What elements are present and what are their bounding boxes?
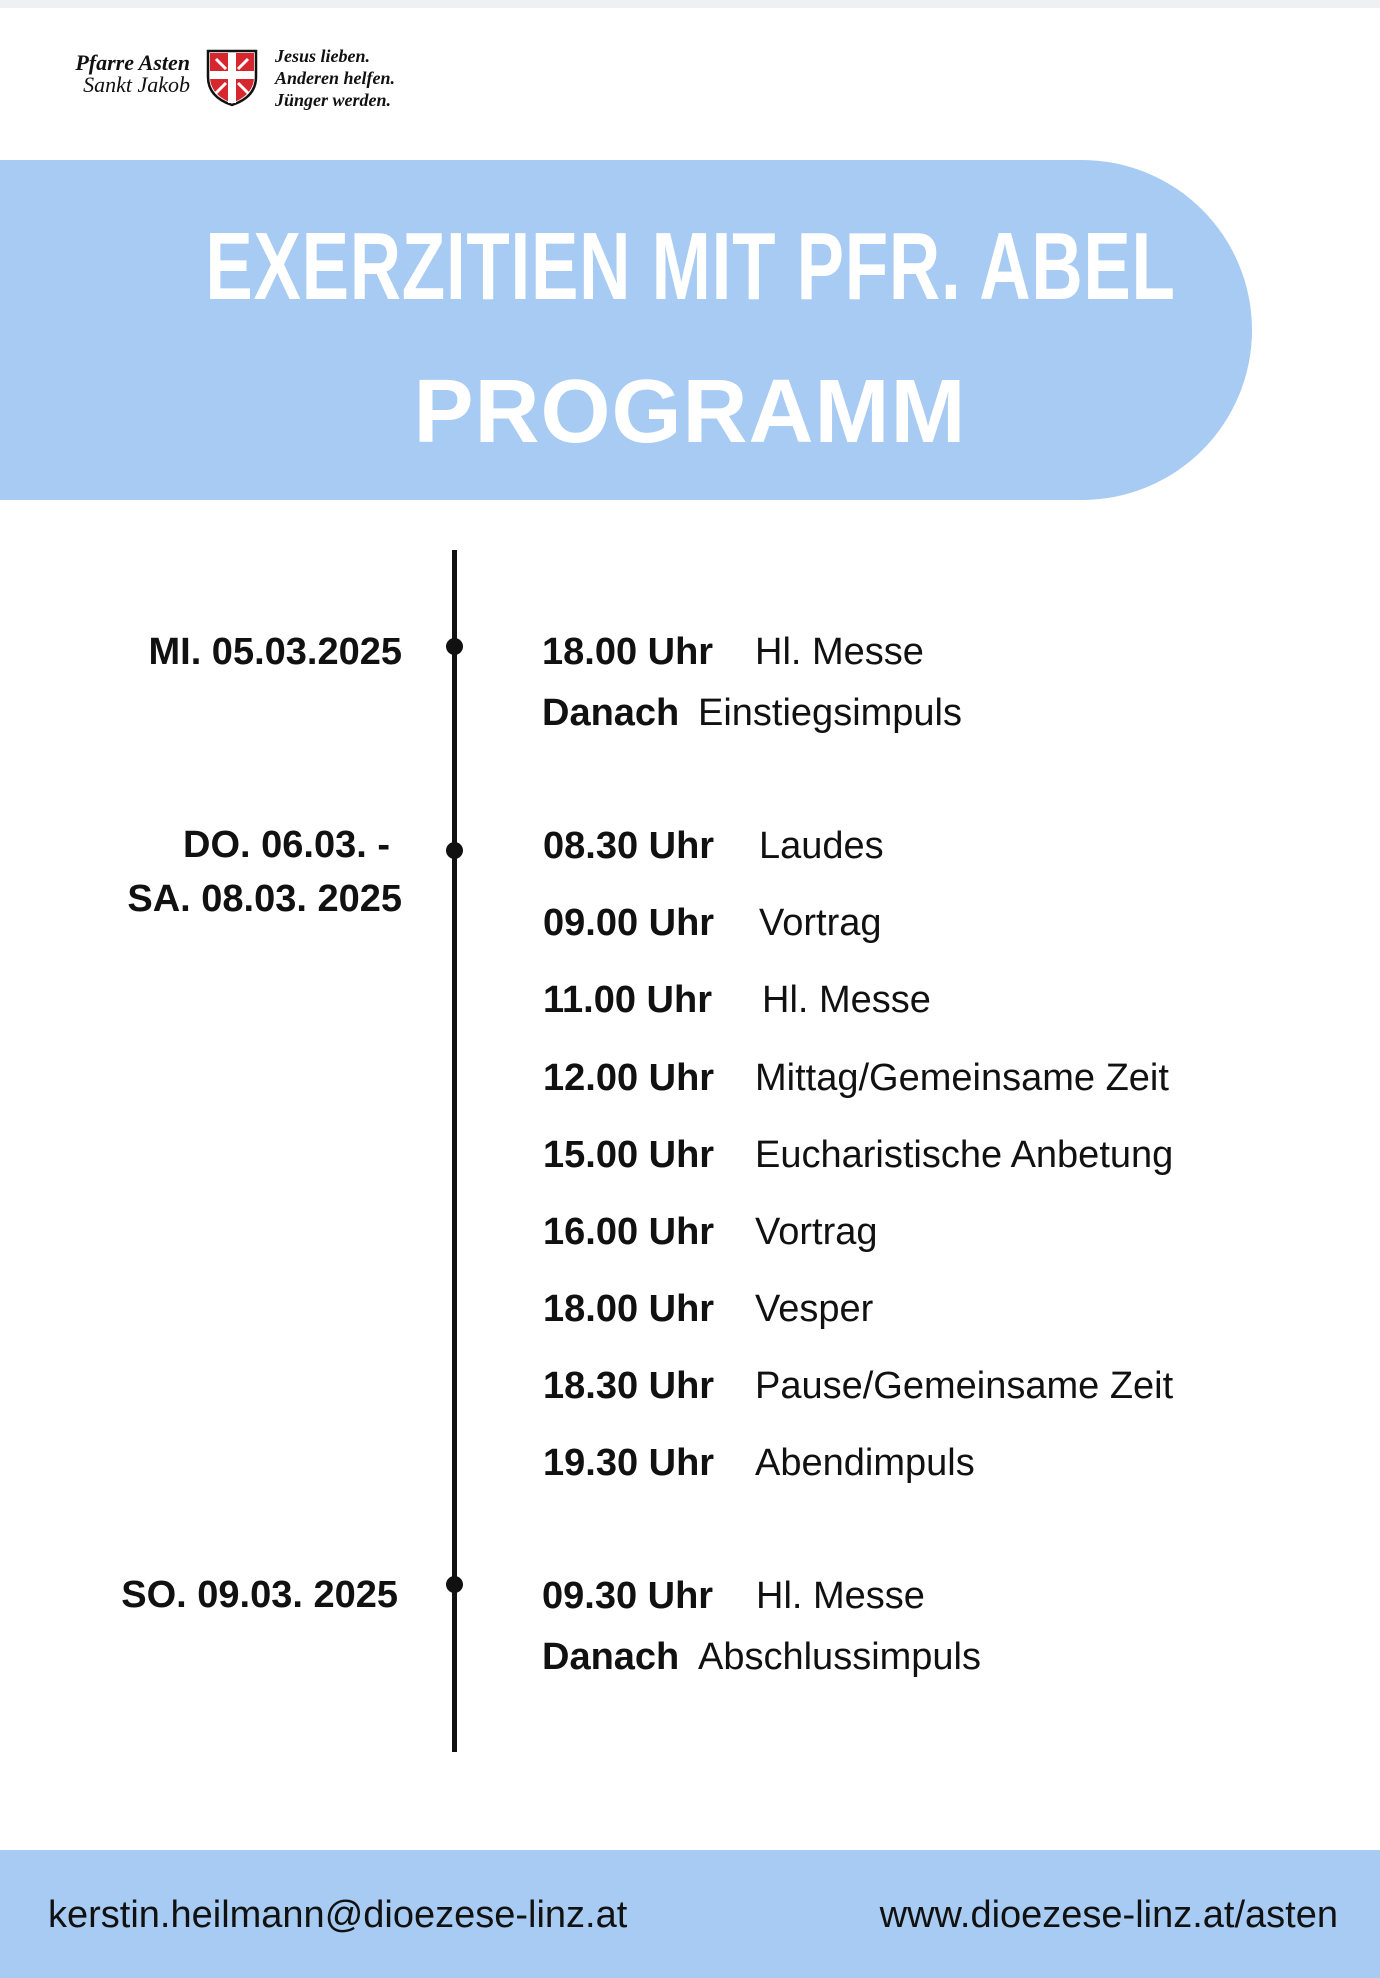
entry-activity: Vesper	[755, 1288, 874, 1330]
entry-time: 15.00 Uhr	[543, 1134, 715, 1176]
schedule-entry	[543, 1361, 1173, 1411]
entry-activity: Hl. Messe	[762, 979, 931, 1021]
timeline-dot	[446, 842, 463, 859]
date-label	[148, 625, 402, 679]
entry-activity: Hl. Messe	[756, 1575, 925, 1617]
date-label	[127, 818, 402, 926]
entry-time: 19.30 Uhr	[543, 1442, 715, 1484]
schedule-entry	[543, 821, 884, 871]
tagline-line: Anderen helfen.	[275, 68, 396, 88]
schedule-entry	[543, 898, 882, 948]
entry-activity: Laudes	[759, 825, 884, 867]
entry-activity: Eucharistische Anbetung	[755, 1134, 1174, 1176]
schedule-entry	[542, 688, 962, 738]
program-heading: PROGRAMM	[413, 362, 967, 462]
schedule-entry	[543, 1053, 1169, 1103]
entry-activity: Pause/Gemeinsame Zeit	[755, 1365, 1174, 1407]
schedule-entry	[542, 627, 924, 677]
entry-activity: Abschlussimpuls	[698, 1636, 981, 1678]
date-line: SA. 08.03. 2025	[127, 878, 402, 920]
entry-time: Danach	[542, 1636, 680, 1678]
entry-activity: Abendimpuls	[755, 1442, 975, 1484]
parish-logo-name	[48, 52, 190, 96]
schedule-entry	[542, 1571, 925, 1621]
entry-time: 18.30 Uhr	[543, 1365, 715, 1407]
entry-time: 16.00 Uhr	[543, 1211, 715, 1253]
entry-time: 09.00 Uhr	[543, 902, 715, 944]
entry-activity: Vortrag	[759, 902, 882, 944]
schedule-entry	[543, 975, 931, 1025]
tagline-line: Jünger werden.	[275, 90, 392, 110]
schedule-entry	[543, 1438, 975, 1488]
parish-subname: Sankt Jakob	[83, 72, 190, 97]
timeline-dot	[446, 638, 463, 655]
contact-email[interactable]: kerstin.heilmann@dioezese-linz.at	[48, 1894, 628, 1936]
parish-name: Pfarre Asten	[75, 50, 190, 75]
entry-activity: Mittag/Gemeinsame Zeit	[755, 1057, 1169, 1099]
tagline-line: Jesus lieben.	[275, 46, 371, 66]
entry-time: 09.30 Uhr	[542, 1575, 714, 1617]
timeline-dot	[446, 1576, 463, 1593]
top-strip	[0, 0, 1380, 8]
date-line: MI. 05.03.2025	[148, 631, 402, 673]
parish-tagline	[275, 45, 395, 111]
schedule-entry	[543, 1207, 878, 1257]
entry-time: 12.00 Uhr	[543, 1057, 715, 1099]
timeline-line	[452, 550, 457, 1752]
schedule-entry	[542, 1632, 981, 1682]
schedule-entry	[543, 1284, 873, 1334]
entry-time: 08.30 Uhr	[543, 825, 715, 867]
coat-of-arms-icon	[206, 49, 258, 107]
entry-time: 18.00 Uhr	[543, 1288, 715, 1330]
entry-time: 11.00 Uhr	[543, 979, 712, 1021]
website-link[interactable]: www.dioezese-linz.at/asten	[879, 1894, 1338, 1936]
entry-activity: Hl. Messe	[755, 631, 924, 673]
entry-time: 18.00 Uhr	[542, 631, 714, 673]
schedule-entry	[543, 1130, 1173, 1180]
date-line: DO. 06.03. -	[183, 824, 390, 866]
date-label	[121, 1568, 398, 1622]
entry-activity: Einstiegsimpuls	[698, 692, 962, 734]
date-line: SO. 09.03. 2025	[121, 1574, 398, 1616]
event-title: EXERZITIEN MIT PFR. ABEL	[205, 213, 1176, 320]
footer-bar	[0, 1850, 1380, 1978]
entry-activity: Vortrag	[755, 1211, 878, 1253]
entry-time: Danach	[542, 692, 680, 734]
